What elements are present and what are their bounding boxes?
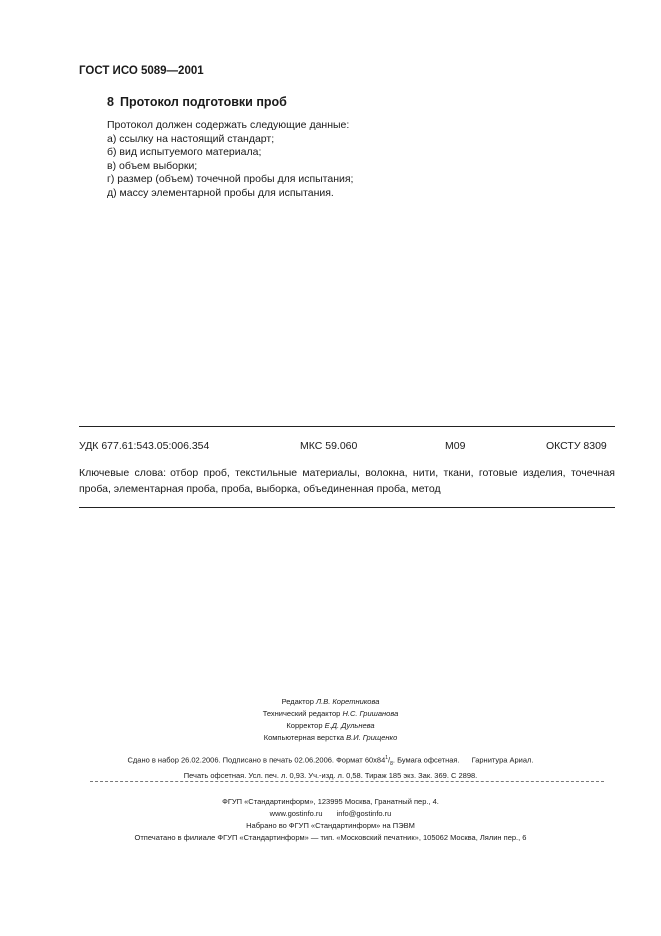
keywords-label: Ключевые слова: xyxy=(79,467,167,479)
credit-role: Корректор xyxy=(286,721,323,730)
website-link[interactable]: www.gostinfo.ru xyxy=(269,809,323,818)
keywords xyxy=(79,465,615,497)
typeface: Гарнитура Ариал. xyxy=(471,755,534,765)
list-item: а) ссылку на настоящий стандарт; xyxy=(107,132,275,145)
email-link[interactable]: info@gostinfo.ru xyxy=(336,809,392,818)
printer-contacts xyxy=(0,808,661,820)
keywords-text: отбор проб, текстильные материалы, волокна, нити, ткани, готовые изделия, точечная проба, элементарная проба, проба, выборка, объединенная проба, метод xyxy=(79,467,615,495)
credit-name: В.И. Грищенко xyxy=(346,733,398,742)
credit-layout xyxy=(0,732,661,744)
format-sup: 1 xyxy=(385,755,389,761)
credit-name: Л.В. Коретникова xyxy=(315,697,380,706)
mks-code: МКС 59.060 xyxy=(300,440,358,452)
publication-line-1: Сдано в набор 26.02.2006. Подписано в печать 02.06.2006. Формат $60x84^1/_8$. Бумага офсетная. Гарнитура Ариал. xyxy=(127,755,534,767)
list-item: д) массу элементарной пробы для испытания. xyxy=(107,186,334,199)
list-item: г) размер (объем) точечной пробы для испытания; xyxy=(107,173,354,186)
printer-info xyxy=(0,796,661,844)
format-sub: 8 xyxy=(390,761,393,767)
printer-printed: Отпечатано в филиале ФГУП «Стандартинформ» — тип. «Московский печатник», 105062 Москва, Лялин пер., 6 xyxy=(134,833,527,842)
publication-line-2: Печать офсетная. Усл. печ. л. 0,93. Уч.-изд. л. 0,58. Тираж 185 экз. Зак. 369. С 2898. xyxy=(183,771,478,780)
publication-text: . Бумага офсетная. xyxy=(392,755,460,765)
credit-role: Редактор xyxy=(281,697,314,706)
bottom-divider xyxy=(79,507,615,508)
group-code: М09 xyxy=(445,440,466,452)
credit-name: Н.С. Гришанова xyxy=(342,709,399,718)
list-item: б) вид испытуемого материала; xyxy=(107,146,262,159)
section-body xyxy=(107,119,353,201)
credit-editor xyxy=(0,696,661,708)
credit-role: Компьютерная верстка xyxy=(263,733,345,742)
document-header: ГОСТ ИСО 5089—2001 xyxy=(79,65,204,77)
publication-info xyxy=(0,752,661,782)
dashed-divider xyxy=(90,781,604,782)
credits-block xyxy=(0,696,661,744)
section-heading xyxy=(107,95,287,109)
section-intro: Протокол должен содержать следующие данные: xyxy=(107,119,350,131)
printer-org: ФГУП «Стандартинформ», 123995 Москва, Гранатный пер., 4. xyxy=(222,797,439,806)
udk-code: УДК 677.61:543.05:006.354 xyxy=(79,440,210,452)
section-number: 8 xyxy=(107,95,114,109)
publication-text: Сдано в набор 26.02.2006. Подписано в печать 02.06.2006. Формат 60x84 xyxy=(127,755,386,765)
credit-proofreader xyxy=(0,720,661,732)
printer-typeset: Набрано во ФГУП «Стандартинформ» на ПЭВМ xyxy=(246,821,415,830)
credit-name: Е.Д. Дульнева xyxy=(324,721,375,730)
credit-tech-editor xyxy=(0,708,661,720)
okstu-code: ОКСТУ 8309 xyxy=(546,440,607,452)
credit-role: Технический редактор xyxy=(262,709,341,718)
list-item: в) объем выборки; xyxy=(107,159,198,172)
section-title: Протокол подготовки проб xyxy=(119,95,287,109)
top-divider xyxy=(79,426,615,427)
